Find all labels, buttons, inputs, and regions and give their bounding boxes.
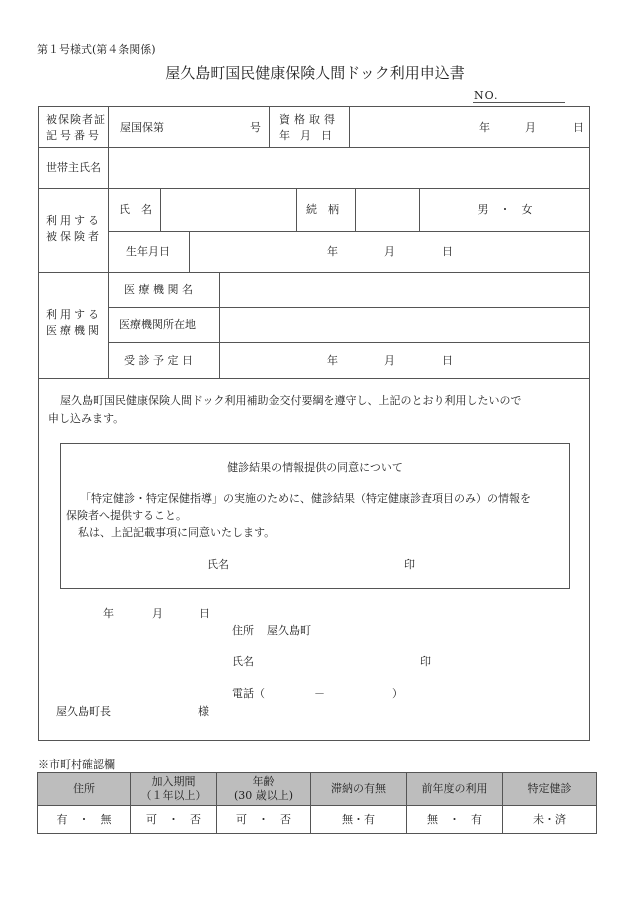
- exam-year: 年: [327, 354, 338, 367]
- phone-close: ）: [392, 687, 403, 700]
- facility-address-label: 医療機関所在地: [119, 318, 196, 331]
- phone-field[interactable]: [276, 682, 388, 702]
- exam-day: 日: [442, 354, 453, 367]
- no-label: NO.: [474, 89, 499, 102]
- consent-name-label: 氏名: [207, 558, 229, 571]
- user-section-label: 利用する: [46, 214, 102, 227]
- consent-name-field[interactable]: [232, 553, 400, 573]
- value-specific-checkup[interactable]: 未・済: [533, 812, 566, 826]
- facility-name-field[interactable]: [221, 274, 588, 305]
- declaration-text-2: 申し込みます。: [48, 412, 125, 425]
- application-month: 月: [152, 607, 163, 620]
- row-divider: [38, 147, 590, 148]
- insured-number-label-2: 記号番号: [46, 129, 102, 142]
- phone-label: 電話（: [232, 687, 265, 700]
- phone-dash: －: [314, 687, 325, 700]
- col-divider: [108, 106, 109, 378]
- consent-text-3: 私は、上記記載事項に同意いたします。: [78, 526, 276, 539]
- birth-month: 月: [384, 245, 395, 258]
- header-specific-checkup: 特定健診: [527, 782, 572, 796]
- row-divider: [108, 342, 590, 343]
- row-divider: [38, 272, 590, 273]
- insurance-prefix: 屋国保第: [120, 121, 164, 134]
- user-section-label-2: 被保険者: [46, 230, 102, 243]
- acquisition-date-label: 資格取得: [279, 113, 339, 126]
- household-head-label: 世帯主氏名: [46, 161, 101, 174]
- value-enrollment-period[interactable]: 可 ・ 否: [146, 812, 201, 826]
- value-address[interactable]: 有 ・ 無: [56, 812, 112, 826]
- insured-number-label: 被保険者証: [46, 113, 106, 126]
- header-age: 年齢 (30 歳以上): [233, 775, 294, 802]
- value-arrears[interactable]: 無・有: [342, 812, 375, 826]
- col-divider: [160, 188, 161, 231]
- no-underline: [473, 102, 565, 103]
- facility-section-label: 利用する: [46, 308, 102, 321]
- sex-options[interactable]: 男 ・ 女: [477, 203, 533, 216]
- birth-year: 年: [327, 245, 338, 258]
- row-divider: [38, 378, 590, 379]
- application-year: 年: [103, 607, 114, 620]
- address-field[interactable]: [318, 619, 578, 639]
- relation-label: 続 柄: [306, 203, 339, 216]
- acquisition-date-label-2: 年月日: [279, 129, 342, 142]
- addressee: 屋久島町長: [56, 705, 111, 718]
- value-prior-year-use[interactable]: 無 ・ 有: [427, 812, 482, 826]
- birth-day: 日: [442, 245, 453, 258]
- facility-name-label: 医 療 機 関 名: [124, 283, 193, 296]
- applicant-name-label: 氏名: [232, 655, 254, 668]
- col-divider: [349, 106, 350, 147]
- col-divider: [219, 272, 220, 378]
- number-suffix: 号: [250, 121, 261, 134]
- col-divider: [189, 231, 190, 272]
- acq-day: 日: [573, 121, 584, 134]
- form-title: 屋久島町国民健康保険人間ドック利用申込書: [165, 64, 465, 82]
- facility-address-field[interactable]: [221, 309, 588, 340]
- col-divider: [355, 188, 356, 231]
- user-name-field[interactable]: [162, 190, 294, 229]
- name-label: 氏 名: [119, 203, 152, 216]
- header-address: 住所: [73, 782, 95, 796]
- relation-field[interactable]: [357, 190, 417, 229]
- honorific: 様: [198, 705, 209, 718]
- col-divider: [269, 106, 270, 147]
- address-label: 住所: [232, 624, 254, 637]
- birthdate-label: 生年月日: [126, 245, 170, 258]
- acq-month: 月: [525, 121, 536, 134]
- consent-text-2: 保険者へ提供すること。: [66, 509, 187, 522]
- declaration-text: 屋久島町国民健康保険人間ドック利用補助金交付要綱を遵守し、上記のとおり利用したいので: [60, 394, 522, 407]
- header-arrears: 滞納の有無: [331, 782, 386, 796]
- row-divider: [38, 188, 590, 189]
- facility-section-label-2: 医療機関: [46, 324, 102, 337]
- applicant-name-field[interactable]: [258, 650, 418, 670]
- consent-text: 「特定健診・特定保健指導」の実施のために、健診結果（特定健康診査項目のみ）の情報を: [80, 492, 531, 505]
- value-age[interactable]: 可 ・ 否: [236, 812, 291, 826]
- consent-seal-mark: 印: [404, 558, 415, 571]
- acq-year: 年: [479, 121, 490, 134]
- exam-month: 月: [384, 354, 395, 367]
- applicant-seal-mark: 印: [420, 655, 431, 668]
- application-day: 日: [199, 607, 210, 620]
- address-value: 屋久島町: [267, 624, 311, 637]
- household-head-field[interactable]: [110, 149, 588, 186]
- municipal-section-label: ※市町村確認欄: [38, 758, 115, 771]
- consent-title: 健診結果の情報提供の同意について: [227, 461, 403, 474]
- exam-date-label: 受 診 予 定 日: [124, 354, 193, 367]
- header-prior-year-use: 前年度の利用: [421, 782, 488, 796]
- header-enrollment-period: 加入期間 （１年以上）: [140, 775, 207, 802]
- row-divider: [108, 307, 590, 308]
- form-label: 第１号様式(第４条関係): [37, 43, 156, 56]
- col-divider: [296, 188, 297, 231]
- row-divider: [108, 231, 590, 232]
